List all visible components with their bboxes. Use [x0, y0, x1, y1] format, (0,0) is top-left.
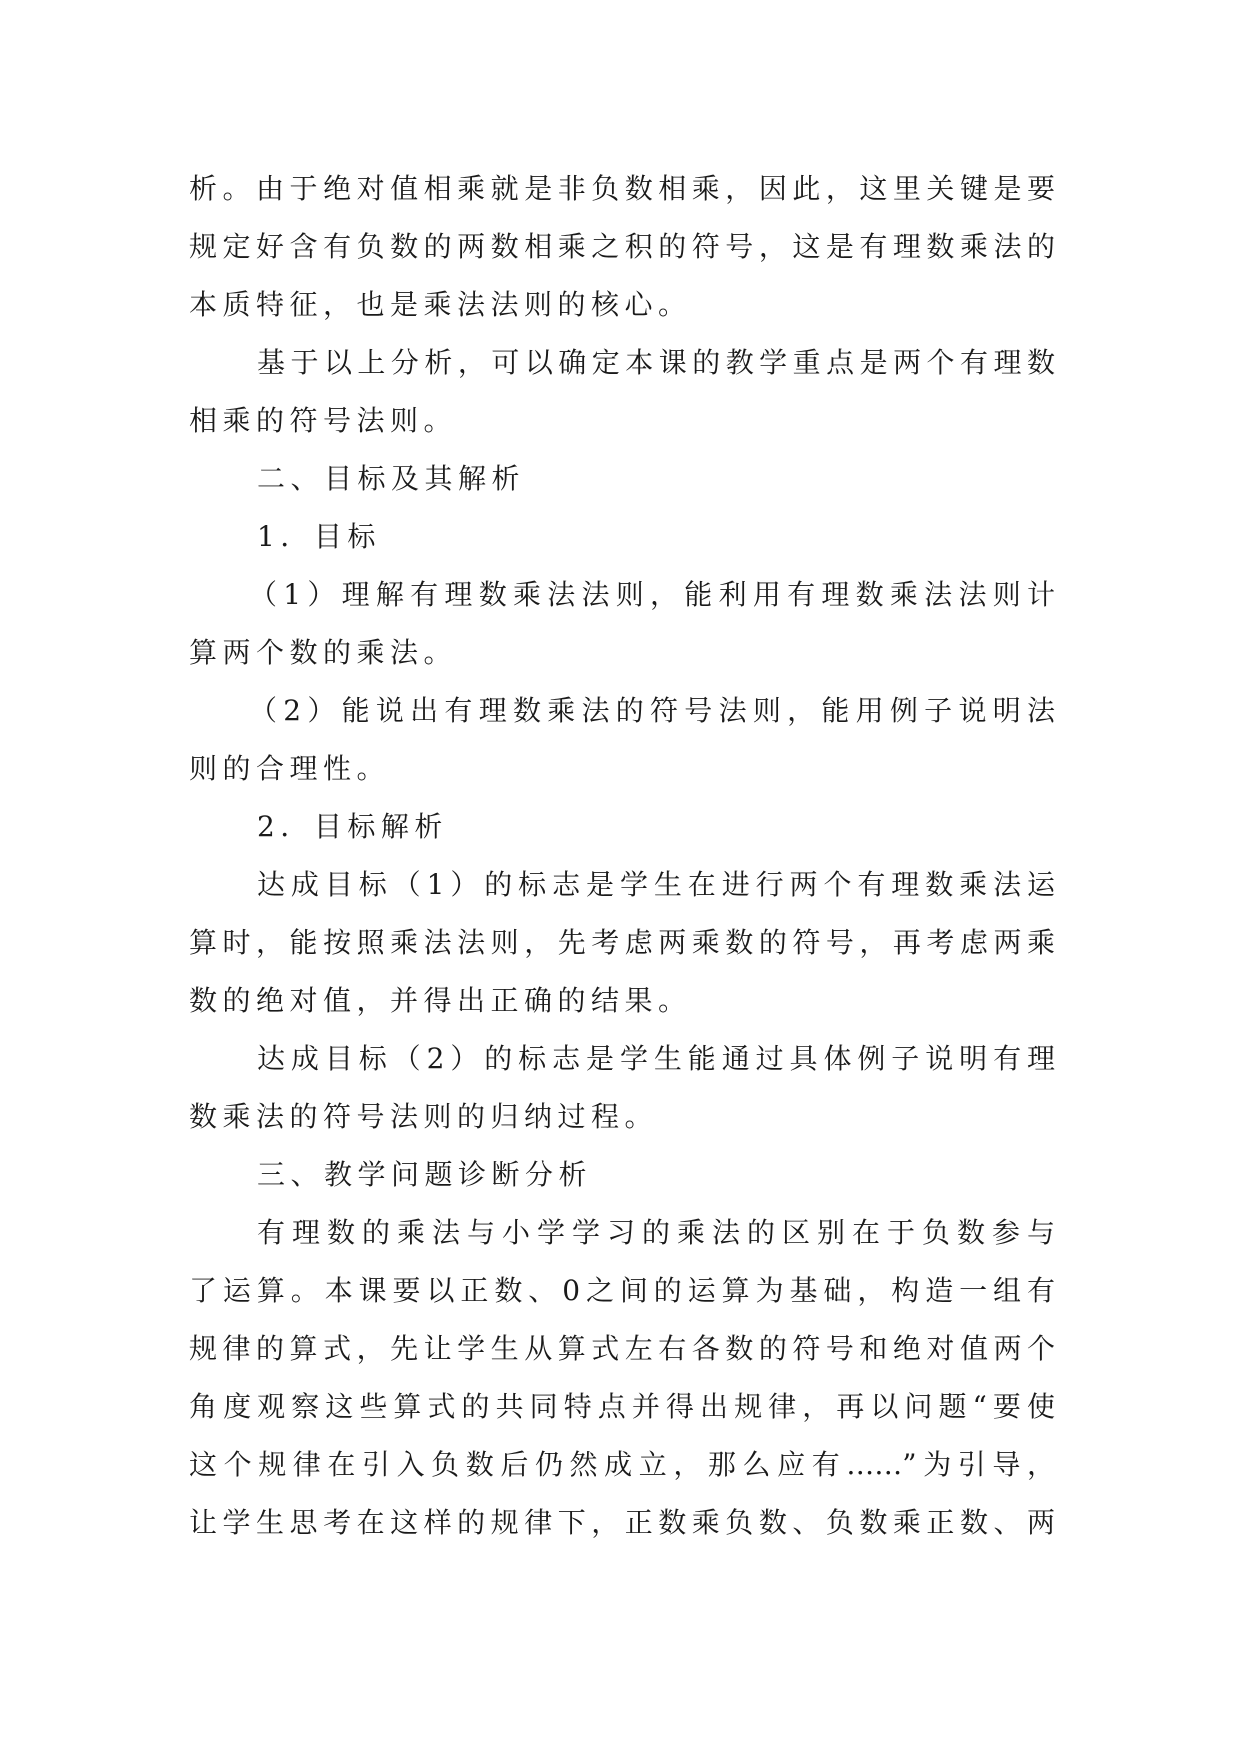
paragraph-line: 让学生思考在这样的规律下，正数乘负数、负数乘正数、两	[189, 1506, 1055, 1539]
paragraph-line: （1）理解有理数乘法法则，能利用有理数乘法法则计	[249, 578, 1055, 611]
paragraph-line: 这个规律在引入负数后仍然成立，那么应有……”为引导，	[189, 1448, 1055, 1481]
paragraph-line: 规定好含有负数的两数相乘之积的符号，这是有理数乘法的	[189, 230, 1055, 263]
paragraph-line: 相乘的符号法则。	[189, 404, 458, 437]
paragraph-line: 有理数的乘法与小学学习的乘法的区别在于负数参与	[257, 1216, 1055, 1249]
paragraph-line: 数乘法的符号法则的归纳过程。	[189, 1100, 659, 1133]
paragraph-line: 达成目标（1）的标志是学生在进行两个有理数乘法运	[257, 868, 1055, 901]
section-heading: 二、目标及其解析	[257, 462, 526, 495]
paragraph-line: 达成目标（2）的标志是学生能通过具体例子说明有理	[257, 1042, 1055, 1075]
paragraph-line: 了运算。本课要以正数、0之间的运算为基础，构造一组有	[189, 1274, 1055, 1307]
paragraph-line: 析。由于绝对值相乘就是非负数相乘，因此，这里关键是要	[189, 172, 1055, 205]
paragraph-line: （2）能说出有理数乘法的符号法则，能用例子说明法	[249, 694, 1055, 727]
paragraph-line: 基于以上分析，可以确定本课的教学重点是两个有理数	[257, 346, 1055, 379]
paragraph-line: 规律的算式，先让学生从算式左右各数的符号和绝对值两个	[189, 1332, 1055, 1365]
paragraph-line: 算两个数的乘法。	[189, 636, 458, 669]
paragraph-line: 角度观察这些算式的共同特点并得出规律，再以问题“要使	[189, 1390, 1055, 1423]
document-body	[189, 160, 1055, 1552]
section-heading: 三、教学问题诊断分析	[257, 1158, 593, 1191]
subsection-heading: 1．目标	[257, 520, 381, 553]
paragraph-line: 则的合理性。	[189, 752, 391, 785]
paragraph-line: 本质特征，也是乘法法则的核心。	[189, 288, 692, 321]
paragraph-line: 数的绝对值，并得出正确的结果。	[189, 984, 692, 1017]
paragraph-line: 算时，能按照乘法法则，先考虑两乘数的符号，再考虑两乘	[189, 926, 1055, 959]
subsection-heading: 2．目标解析	[257, 810, 448, 843]
